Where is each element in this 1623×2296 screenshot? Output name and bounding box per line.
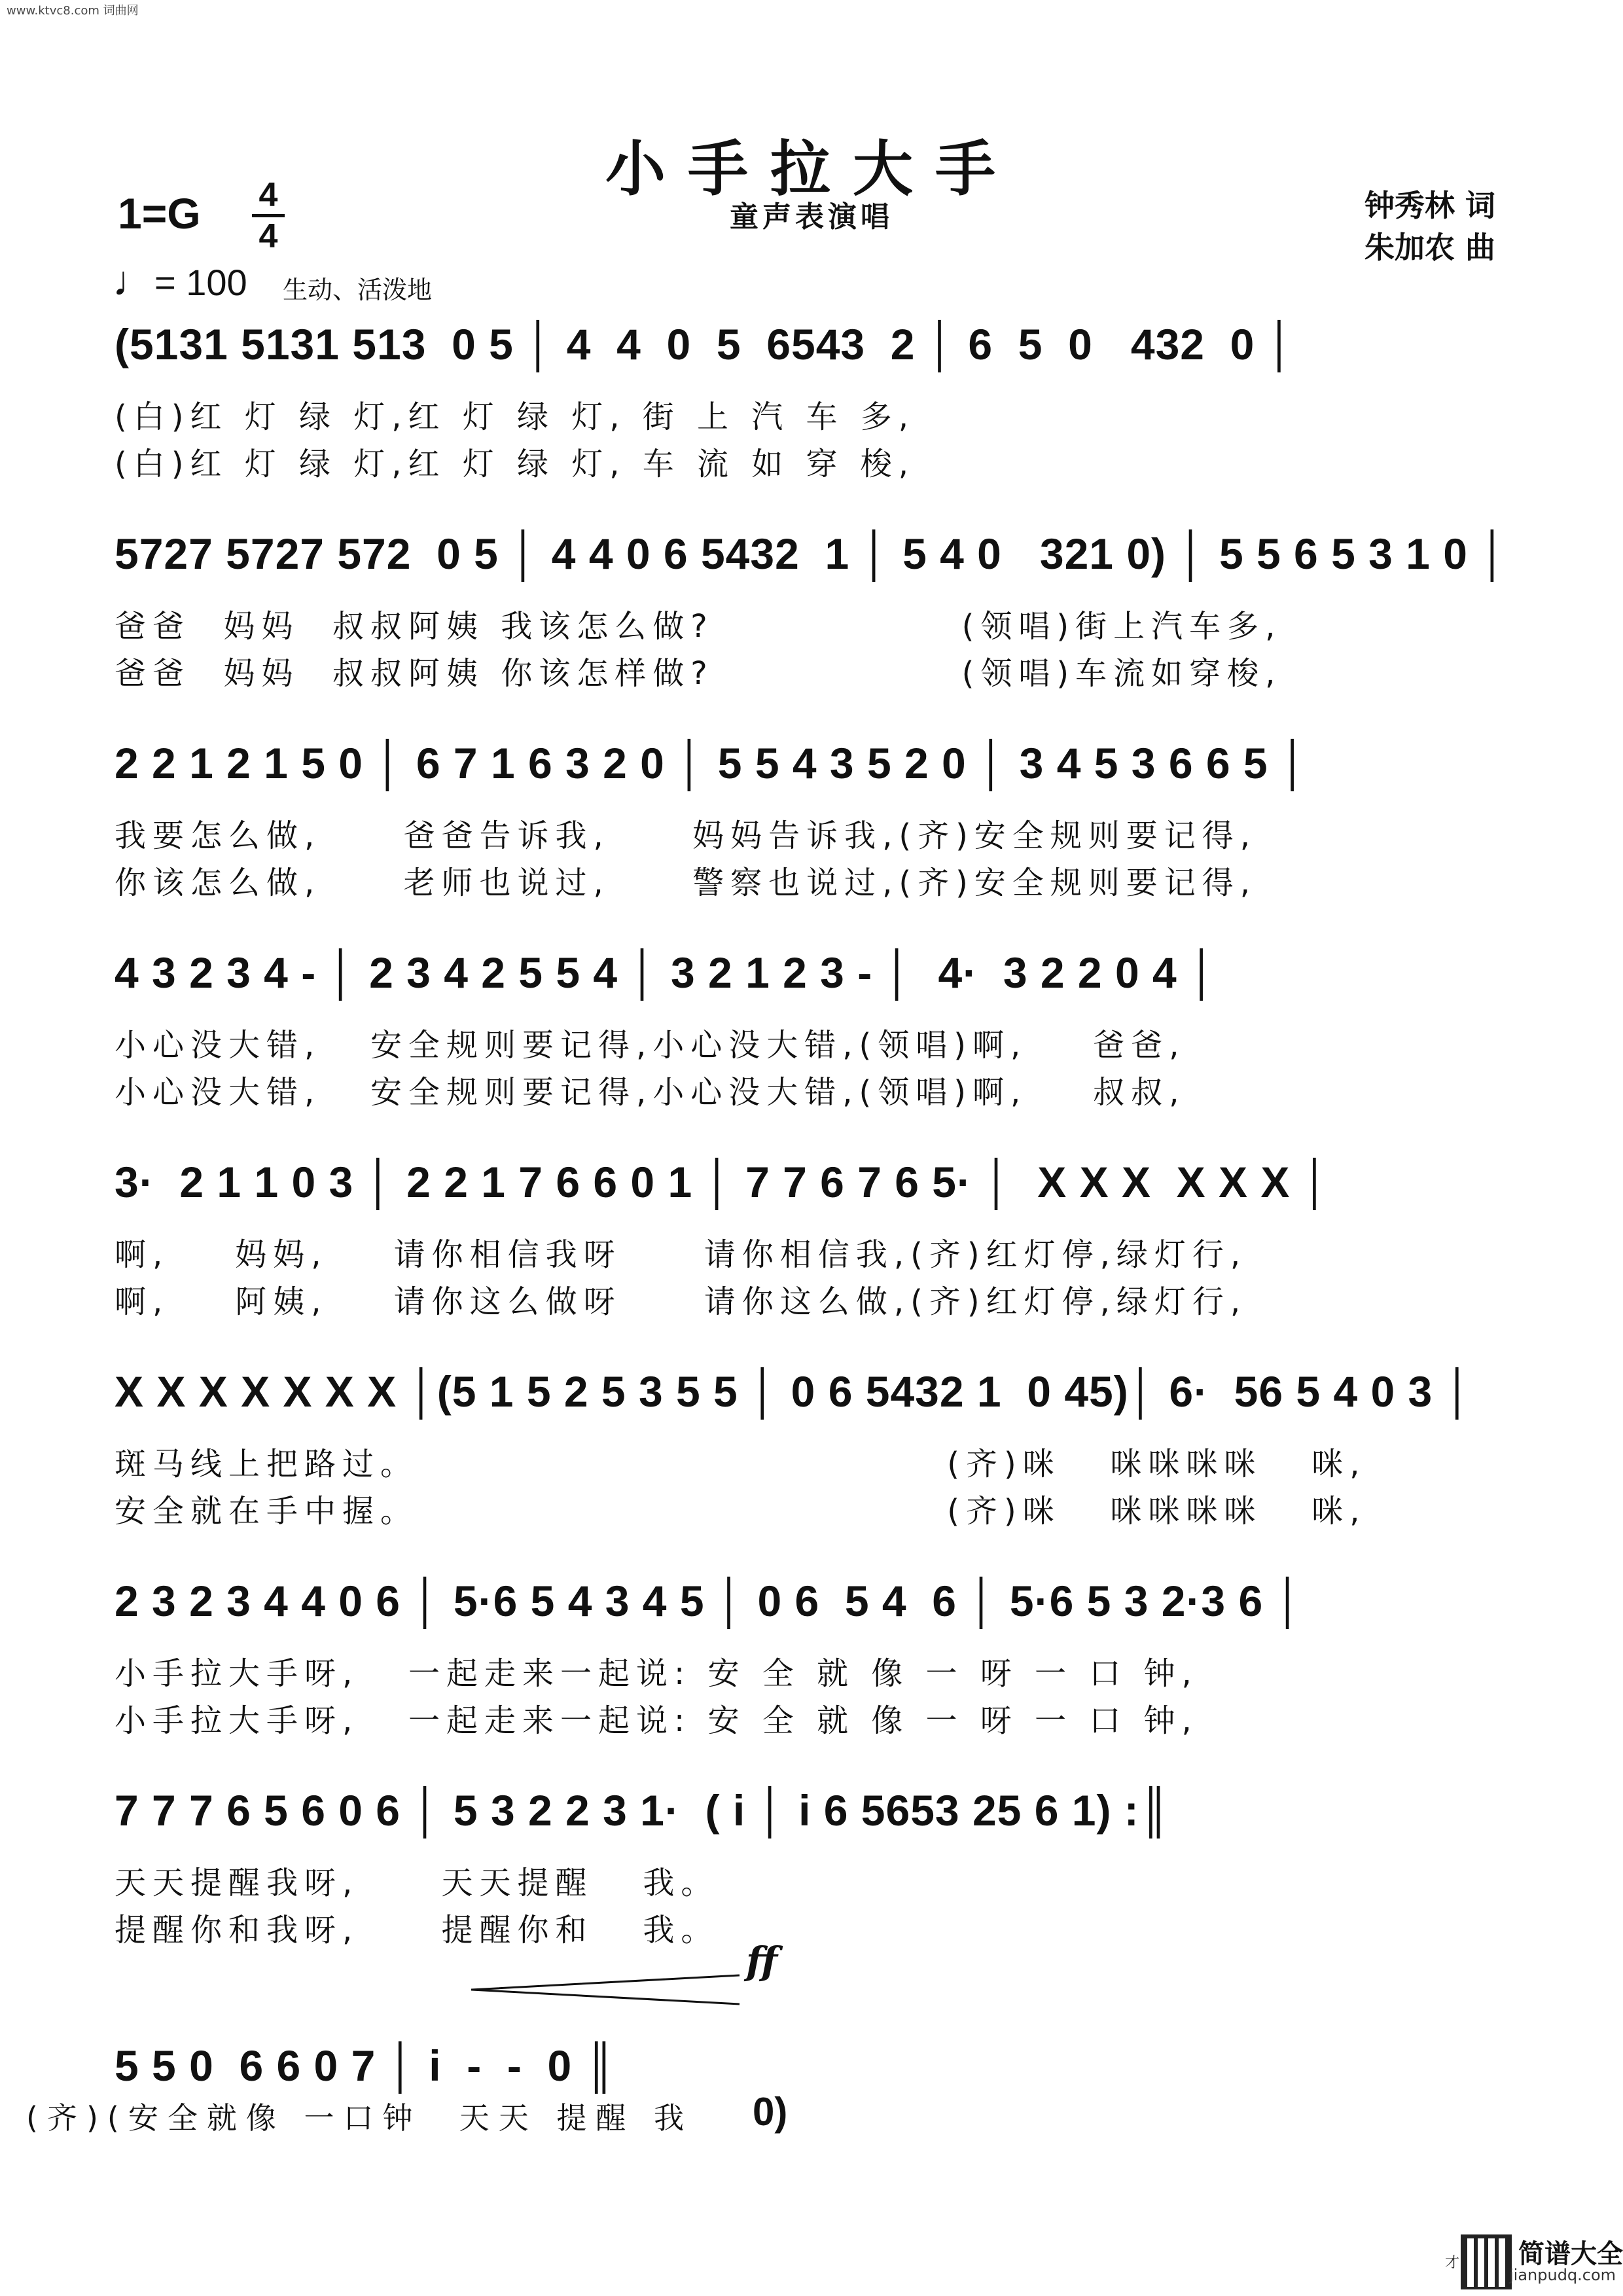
crescendo-hairpin: [471, 1970, 746, 2009]
lyrics-verse-1: 我要怎么做, 爸爸告诉我, 妈妈告诉我,(齐)安全规则要记得,: [115, 817, 1257, 854]
lyrics-verse-2: 小手拉大手呀, 一起走来一起说: 安 全 就 像 一 呀 一 口 钟,: [115, 1702, 1198, 1739]
lyrics-verse-1: 爸爸 妈妈 叔叔阿姨 我该怎么做? (领唱)街上汽车多,: [115, 608, 1282, 645]
dynamic-marking: ff: [746, 1939, 777, 1983]
lyrics-verse-1: (白)红 灯 绿 灯,红 灯 绿 灯, 街 上 汽 车 多,: [115, 399, 916, 435]
lyrics-verse-1: 斑马线上把路过。 (齐)咪 咪咪咪咪 咪,: [115, 1446, 1366, 1482]
watermark-tag: 才: [1445, 2255, 1460, 2271]
lyricist-credit: 钟秀林 词: [1364, 188, 1495, 223]
lyrics-verse-2: 小心没大错, 安全规则要记得,小心没大错,(领唱)啊, 叔叔,: [115, 1074, 1186, 1111]
notes-line: X X X X X X X │(5 1 5 2 5 3 5 5 │ 0 6 5432 1 0 45)│ 6· 56 5 4 0 3 │: [115, 1367, 1473, 1416]
notes-line: (5131 5131 513 0 5 │ 4 4 0 5 6543 2 │ 6 5 0 432 0 │: [115, 320, 1295, 368]
song-title: 小手拉大手: [605, 134, 1018, 204]
notes-line: 2 2 1 2 1 5 0 │ 6 7 1 6 3 2 0 │ 5 5 4 3 5 2 0 │ 3 4 5 3 6 6 5 │: [115, 739, 1309, 787]
tempo-value: = 100: [154, 262, 247, 303]
final-rest: 0): [753, 2090, 788, 2134]
lyrics-verse-1: 小心没大错, 安全规则要记得,小心没大错,(领唱)啊, 爸爸,: [115, 1027, 1186, 1064]
watermark-brand: 简谱大全: [1518, 2239, 1623, 2269]
lyrics-verse-2: 提醒你和我呀, 提醒你和 我。: [115, 1912, 719, 1948]
tempo-marking: 生动、活泼地: [283, 276, 433, 304]
lyrics-verse-2: (白)红 灯 绿 灯,红 灯 绿 灯, 车 流 如 穿 梭,: [115, 446, 916, 482]
song-subtitle: 童声表演唱: [730, 200, 893, 234]
lyrics-verse-1: 天天提醒我呀, 天天提醒 我。: [115, 1865, 719, 1901]
notes-line: 7 7 7 6 5 6 0 6 │ 5 3 2 2 3 1· ( i │ i 6 5653 25 6 1) :║: [115, 1786, 1171, 1835]
quarter-note-icon: ♩: [113, 257, 154, 304]
time-signature: [252, 178, 285, 253]
watermark-domain: jianpudq.com: [1509, 2266, 1616, 2284]
time-signature-top: 4: [259, 176, 278, 214]
notes-line: 4 3 2 3 4 - │ 2 3 4 2 5 5 4 │ 3 2 1 2 3 - │ 4· 3 2 2 0 4 │: [115, 948, 1218, 997]
notes-line: 5727 5727 572 0 5 │ 4 4 0 6 5432 1 │ 5 4 0 321 0) │ 5 5 6 5 3 1 0 │: [115, 529, 1508, 578]
lyrics-verse-2: 安全就在手中握。 (齐)咪 咪咪咪咪 咪,: [115, 1493, 1366, 1530]
notes-line: 2 3 2 3 4 4 0 6 │ 5·6 5 4 3 4 5 │ 0 6 5 4 6 │ 5·6 5 3 2·3 6 │: [115, 1577, 1304, 1625]
lyrics-verse-1: 小手拉大手呀, 一起走来一起说: 安 全 就 像 一 呀 一 口 钟,: [115, 1655, 1198, 1692]
tempo-mark: [113, 257, 247, 305]
notes-line: 3· 2 1 1 0 3 │ 2 2 1 7 6 6 0 1 │ 7 7 6 7 6 5· │ X X X X X X │: [115, 1158, 1330, 1206]
composer-credit: 朱加农 曲: [1364, 230, 1495, 265]
notes-line: 5 5 0 6 6 0 7 │ i - - 0 ║: [115, 2041, 616, 2090]
lyrics-verse-2: 你该怎么做, 老师也说过, 警察也说过,(齐)安全规则要记得,: [115, 865, 1257, 901]
lyrics-verse-2: 啊, 阿姨, 请你这么做呀 请你这么做,(齐)红灯停,绿灯行,: [115, 1283, 1247, 1320]
lyrics-verse-1: 啊, 妈妈, 请你相信我呀 请你相信我,(齐)红灯停,绿灯行,: [115, 1236, 1247, 1273]
lyrics-verse-2: 爸爸 妈妈 叔叔阿姨 你该怎样做? (领唱)车流如穿梭,: [115, 655, 1282, 692]
final-lyrics: (齐)(安全就像 一口钟 天天 提醒 我: [26, 2100, 693, 2136]
key-signature: 1=G: [118, 189, 201, 238]
time-signature-bottom: 4: [259, 217, 278, 255]
site-url: www.ktvc8.com 词曲网: [7, 4, 139, 18]
